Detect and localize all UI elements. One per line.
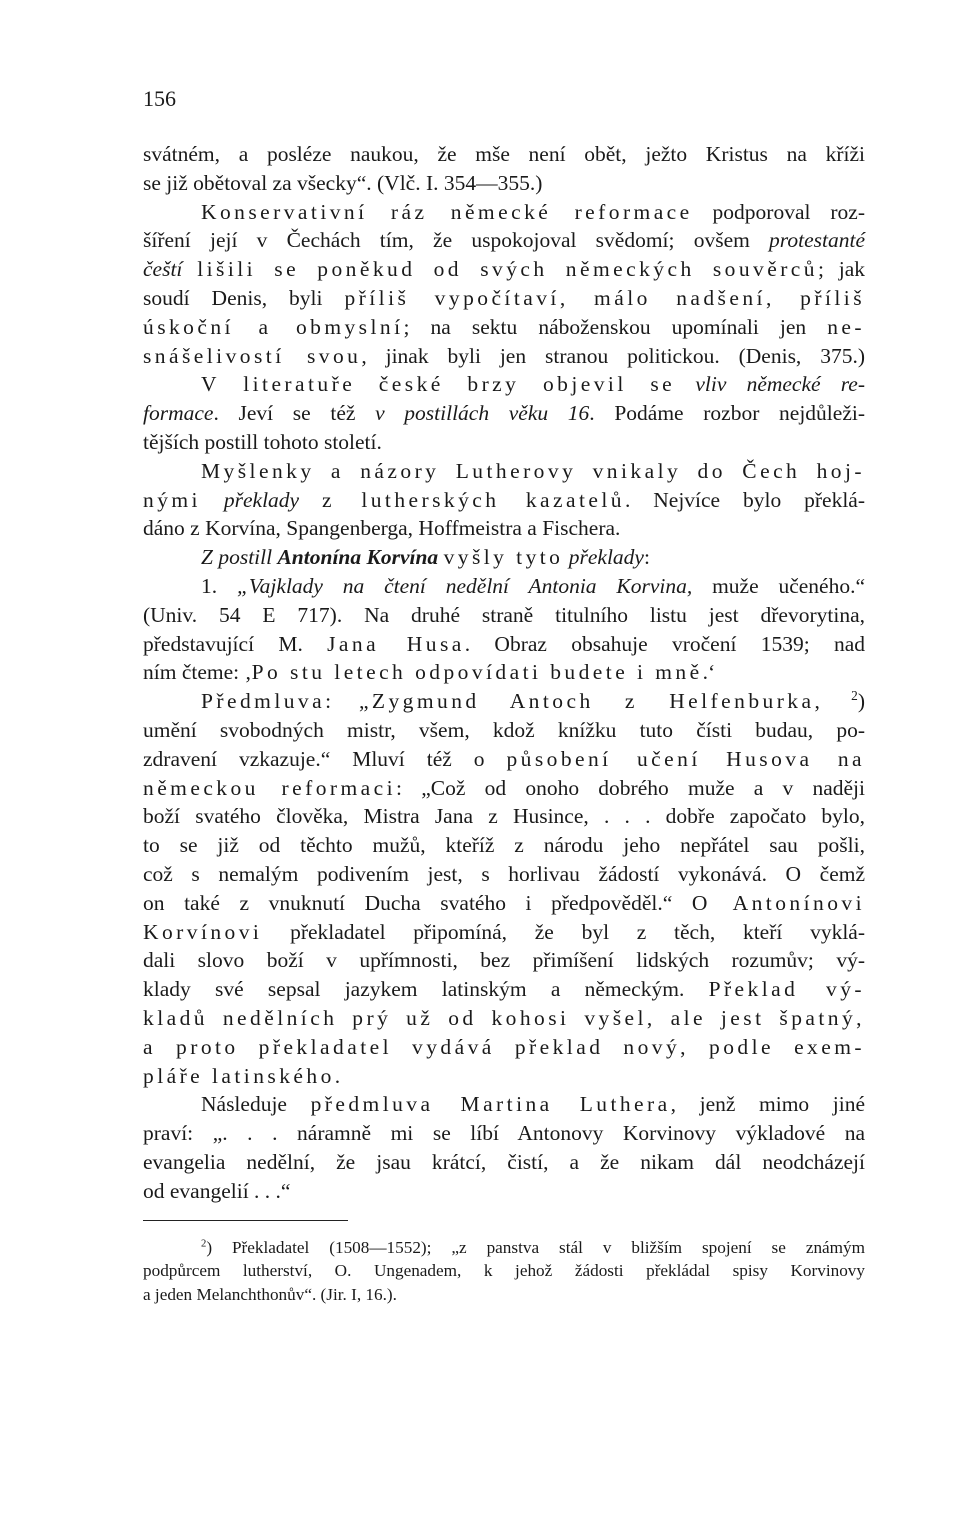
text-line: klady své sepsal jazykem latinským a německým. Překlad vý-	[143, 977, 865, 1002]
text-line: to se již od těchto mužů, kteříž z národu jeho nepřátel sau pošli,	[143, 833, 865, 858]
footnote	[143, 1236, 865, 1306]
text-line: soudí Denis, byli příliš vypočítaví, málo nadšení, příliš	[143, 285, 865, 310]
text-line: čeští lišili se poněkud od svých německých souvěrců; jak	[143, 257, 865, 282]
footnote-separator	[143, 1220, 348, 1221]
footnote-line: $^2$) Překladatel (1508—1552); „z panstva stál v bližším spojení se známým	[201, 1238, 865, 1257]
text-line: dali slovo boží v upřímnosti, bez přimíšení lidských rozumův; vý-	[143, 948, 865, 973]
text-line: kladů nedělních prý už od kohosi vyšel, ale jest špatný,	[143, 1005, 865, 1030]
footnote-line: a jeden Melanchthonův“. (Jir. I, 16.).	[143, 1284, 397, 1304]
text-line: a proto překladatel vydává překlad nový, podle exem-	[143, 1034, 865, 1059]
text-line: (Univ. 54 E 717). Na druhé straně titulního listu jest dřevorytina,	[143, 602, 865, 627]
text-line: což s nemalým podivením jest, s horlivau žádostí vykonává. O čemž	[143, 861, 865, 886]
text-line: německou reformaci: „Což od onoho dobrého muže a v naději	[143, 775, 865, 800]
page-number: 156	[143, 86, 176, 111]
text-line: představující M. Jana Husa. Obraz obsahuje vročení 1539; nad	[143, 631, 865, 656]
text-line: se již obětoval za všecky“. (Vlč. I. 354—355.)	[143, 170, 543, 195]
text-line: šíření její v Čechách tím, že uspokojoval svědomí; ovšem protestanté	[143, 228, 865, 253]
footnote-line: podpůrcem lutherství, O. Ungenadem, k jehož žádosti překládal spisy Korvinovy	[143, 1261, 865, 1281]
text-line: pláře latinského.	[143, 1063, 341, 1088]
text-line: Předmluva: „Zygmund Antoch z Helfenburka, $^2$)	[201, 687, 866, 714]
text-line: úskoční a obmyslní; na sektu náboženskou upomínali jen ne-	[143, 314, 865, 339]
text-line: boží svatého člověka, Mistra Jana z Husince, . . . dobře započato bylo,	[143, 804, 865, 829]
text-line: snášelivostí svou, jinak byli jen stranou politickou. (Denis, 375.)	[143, 343, 865, 368]
text-line: Konservativní ráz německé reformace podporoval roz-	[201, 199, 865, 224]
text-line: Myšlenky a názory Lutherovy vnikaly do Čech hoj-	[201, 458, 865, 483]
text-line: Z postill Antonína Korvína vyšly tyto překlady:	[201, 545, 650, 570]
text-line: 1. „Vajklady na čtení nedělní Antonia Korvina, muže učeného.“	[201, 573, 866, 598]
text-line: Následuje předmluva Martina Luthera, jenž mimo jiné	[201, 1092, 866, 1117]
text-line: tějších postill tohoto století.	[143, 429, 382, 454]
text-line: zdravení vzkazuje.“ Mluví též o působení učení Husova na	[143, 746, 866, 771]
text-line: umění svobodných mistr, všem, kdož knížku tuto čísti budau, po-	[143, 717, 865, 742]
text-line: od evangelií . . .“	[143, 1178, 291, 1203]
body-text	[143, 140, 865, 1205]
text-line: nými překlady z lutherských kazatelů. Nejvíce bylo překlá-	[143, 487, 866, 512]
text-line: on také z vnuknutí Ducha svatého i předpověděl.“ O Antonínovi	[143, 890, 865, 915]
text-line: praví: „. . . náramně mi se líbí Antonovy Korvinovy výkladové na	[143, 1121, 865, 1146]
text-line: formace. Jeví se též v postillách věku 16. Podáme rozbor nejdůleži-	[143, 401, 865, 426]
text-line: V literatuře české brzy objevil se vliv německé re-	[201, 372, 866, 397]
text-line: ním čteme: ‚Po stu letech odpovídati budete i mně.‘	[143, 660, 716, 685]
text-line: evangelia nedělní, že jsau krátcí, čistí, a že nikam dál neodcházejí	[143, 1149, 865, 1174]
text-line: svátném, a posléze naukou, že mše není obět, ježto Kristus na kříži	[143, 142, 865, 166]
text-line: dáno z Korvína, Spangenberga, Hoffmeistra a Fischera.	[143, 516, 621, 541]
text-line: Korvínovi překladatel připomíná, že byl z těch, kteří vyklá-	[143, 919, 865, 944]
